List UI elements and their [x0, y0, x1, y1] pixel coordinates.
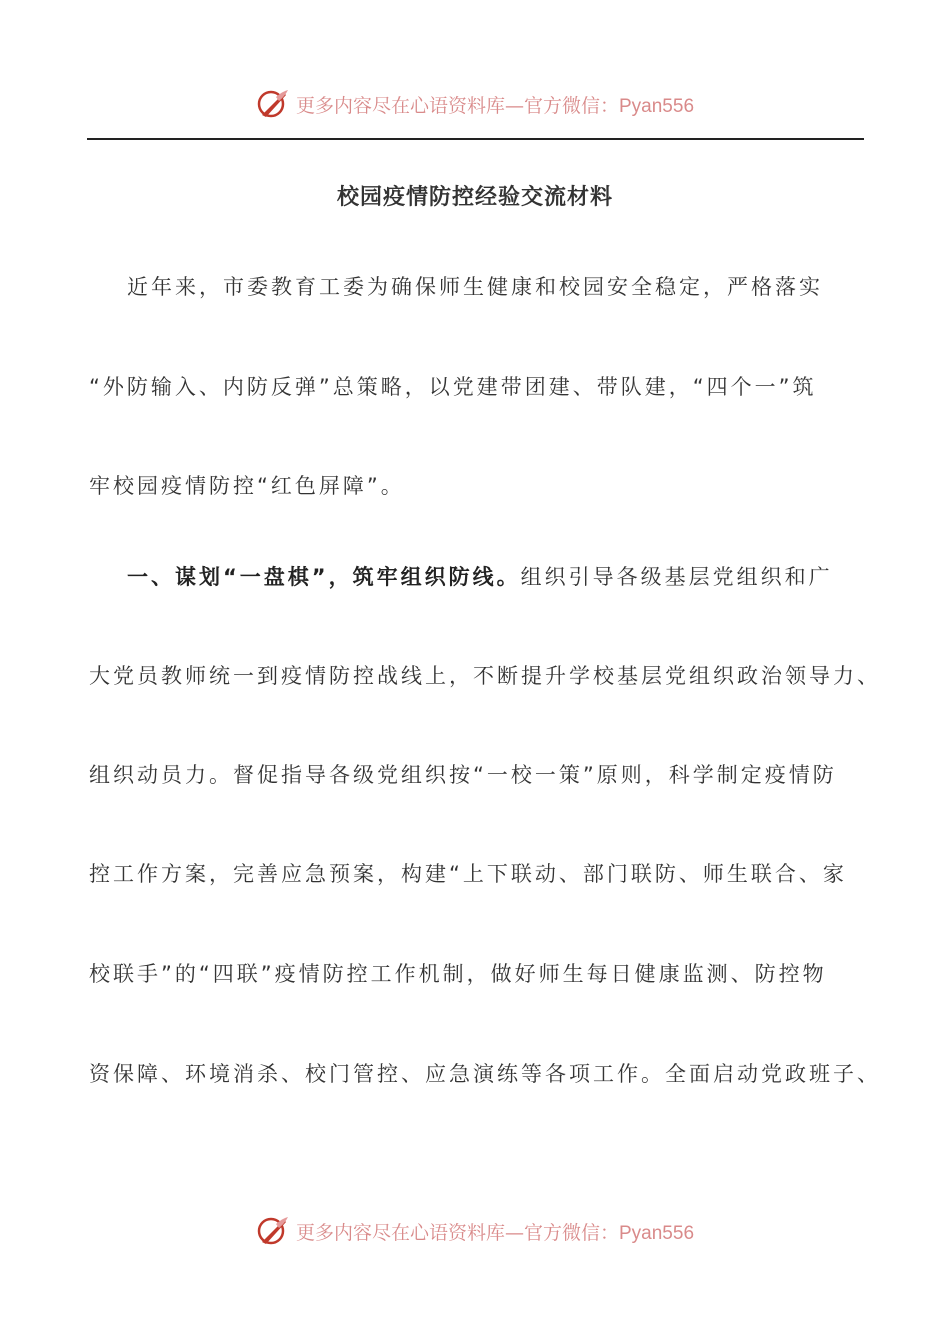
- section-one-line-3: 组织动员力。督促指导各级党组织按“一校一策”原则，科学制定疫情防: [89, 763, 837, 787]
- paragraph-line-2: “外防输入、内防反弹”总策略，以党建带团建、带队建，“四个一”筑: [89, 375, 817, 399]
- header-divider: [87, 138, 864, 140]
- section-one-line-4: 控工作方案，完善应急预案，构建“上下联动、部门联防、师生联合、家: [89, 862, 847, 886]
- quill-logo-icon: [256, 1214, 290, 1248]
- quill-logo-icon: [256, 87, 290, 121]
- section-one-heading: 一、谋划“一盘棋”，筑牢组织防线。: [127, 565, 521, 589]
- footer-banner: [0, 1211, 950, 1251]
- header-banner: [0, 84, 950, 124]
- footer-banner-text: 更多内容尽在心语资料库—官方微信：Pyan556: [295, 1221, 695, 1244]
- section-one-line-2: 大党员教师统一到疫情防控战线上，不断提升学校基层党组织政治领导力、: [89, 664, 881, 688]
- section-one-text: 组织引导各级基层党组织和广: [520, 565, 833, 589]
- footer-wechat-id: Pyan556: [619, 1222, 695, 1244]
- header-banner-text: 更多内容尽在心语资料库—官方微信：Pyan556: [295, 94, 695, 117]
- paragraph-line-1: 近年来，市委教育工委为确保师生健康和校园安全稳定，严格落实: [127, 275, 823, 299]
- section-one-line-5: 校联手”的“四联”疫情防控工作机制，做好师生每日健康监测、防控物: [89, 962, 827, 986]
- header-wechat-id: Pyan556: [619, 95, 695, 117]
- section-one-line-1: [127, 563, 833, 591]
- section-one-line-6: 资保障、环境消杀、校门管控、应急演练等各项工作。全面启动党政班子、: [89, 1062, 881, 1086]
- document-title: 校园疫情防控经验交流材料: [336, 185, 613, 210]
- paragraph-line-3: 牢校园疫情防控“红色屏障”。: [89, 474, 405, 498]
